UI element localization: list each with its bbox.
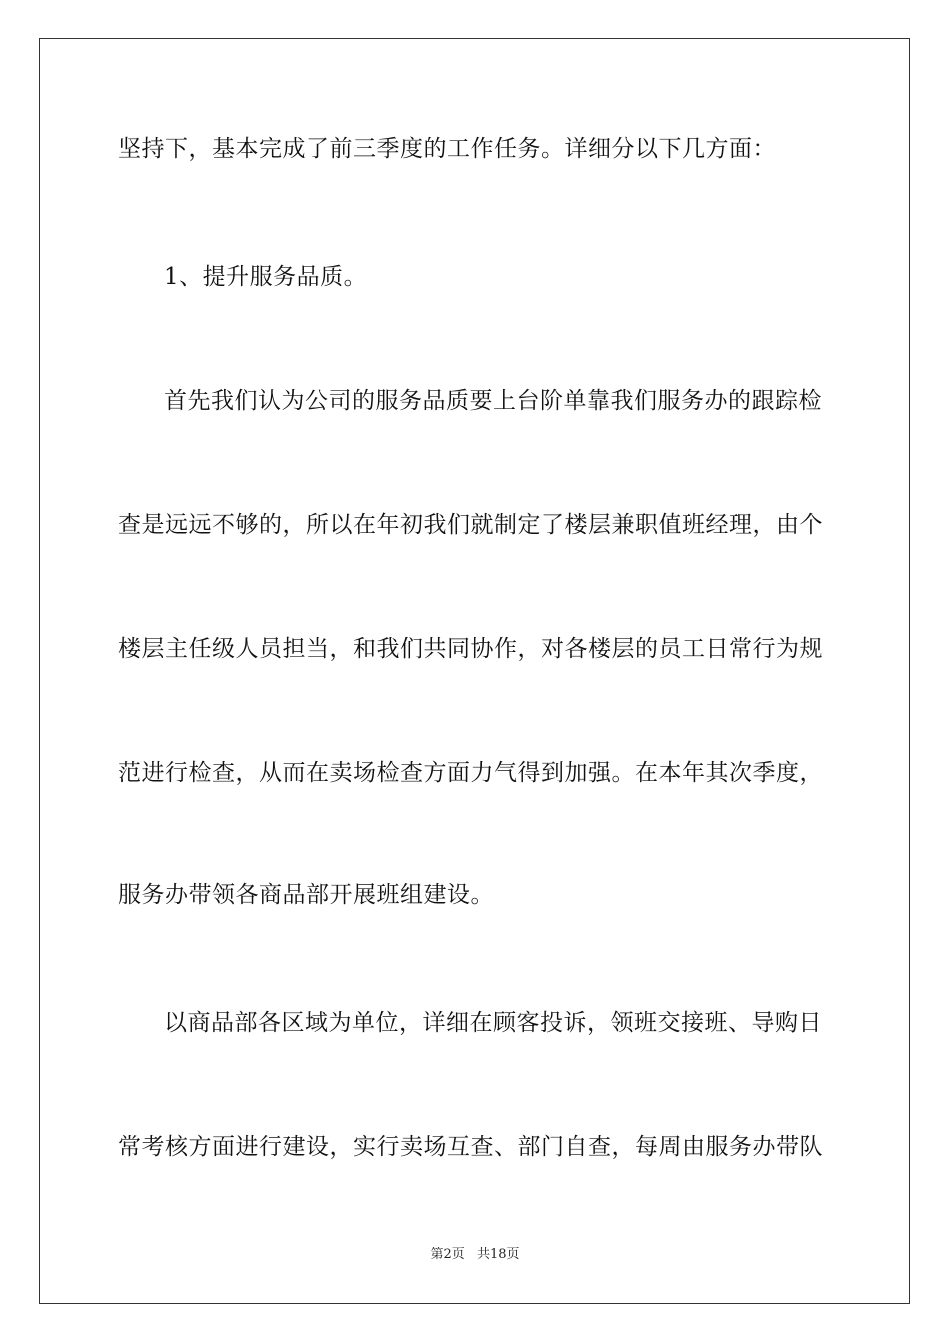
body-line-4: 查是远远不够的，所以在年初我们就制定了楼层兼职值班经理，由个 [118,512,823,538]
page-total: 共18页 [476,1247,520,1262]
body-line-9: 常考核方面进行建设，实行卖场互查、部门自查，每周由服务办带队 [118,1134,823,1160]
body-line-2: 1、提升服务品质。 [164,264,368,290]
body-line-1: 坚持下，基本完成了前三季度的工作任务。详细分以下几方面： [118,136,776,162]
body-line-5: 楼层主任级人员担当，和我们共同协作，对各楼层的员工日常行为规 [118,636,823,662]
body-line-3: 首先我们认为公司的服务品质要上台阶单靠我们服务办的跟踪检 [164,388,822,414]
body-line-6: 范进行检查，从而在卖场检查方面力气得到加强。在本年其次季度， [118,760,823,786]
page-frame [39,38,910,1304]
body-line-8: 以商品部各区域为单位，详细在顾客投诉，领班交接班、导购日 [164,1010,822,1036]
page-footer [0,1246,950,1264]
page-number: 第2页 [430,1247,465,1262]
body-line-7: 服务办带领各商品部开展班组建设。 [118,882,494,908]
